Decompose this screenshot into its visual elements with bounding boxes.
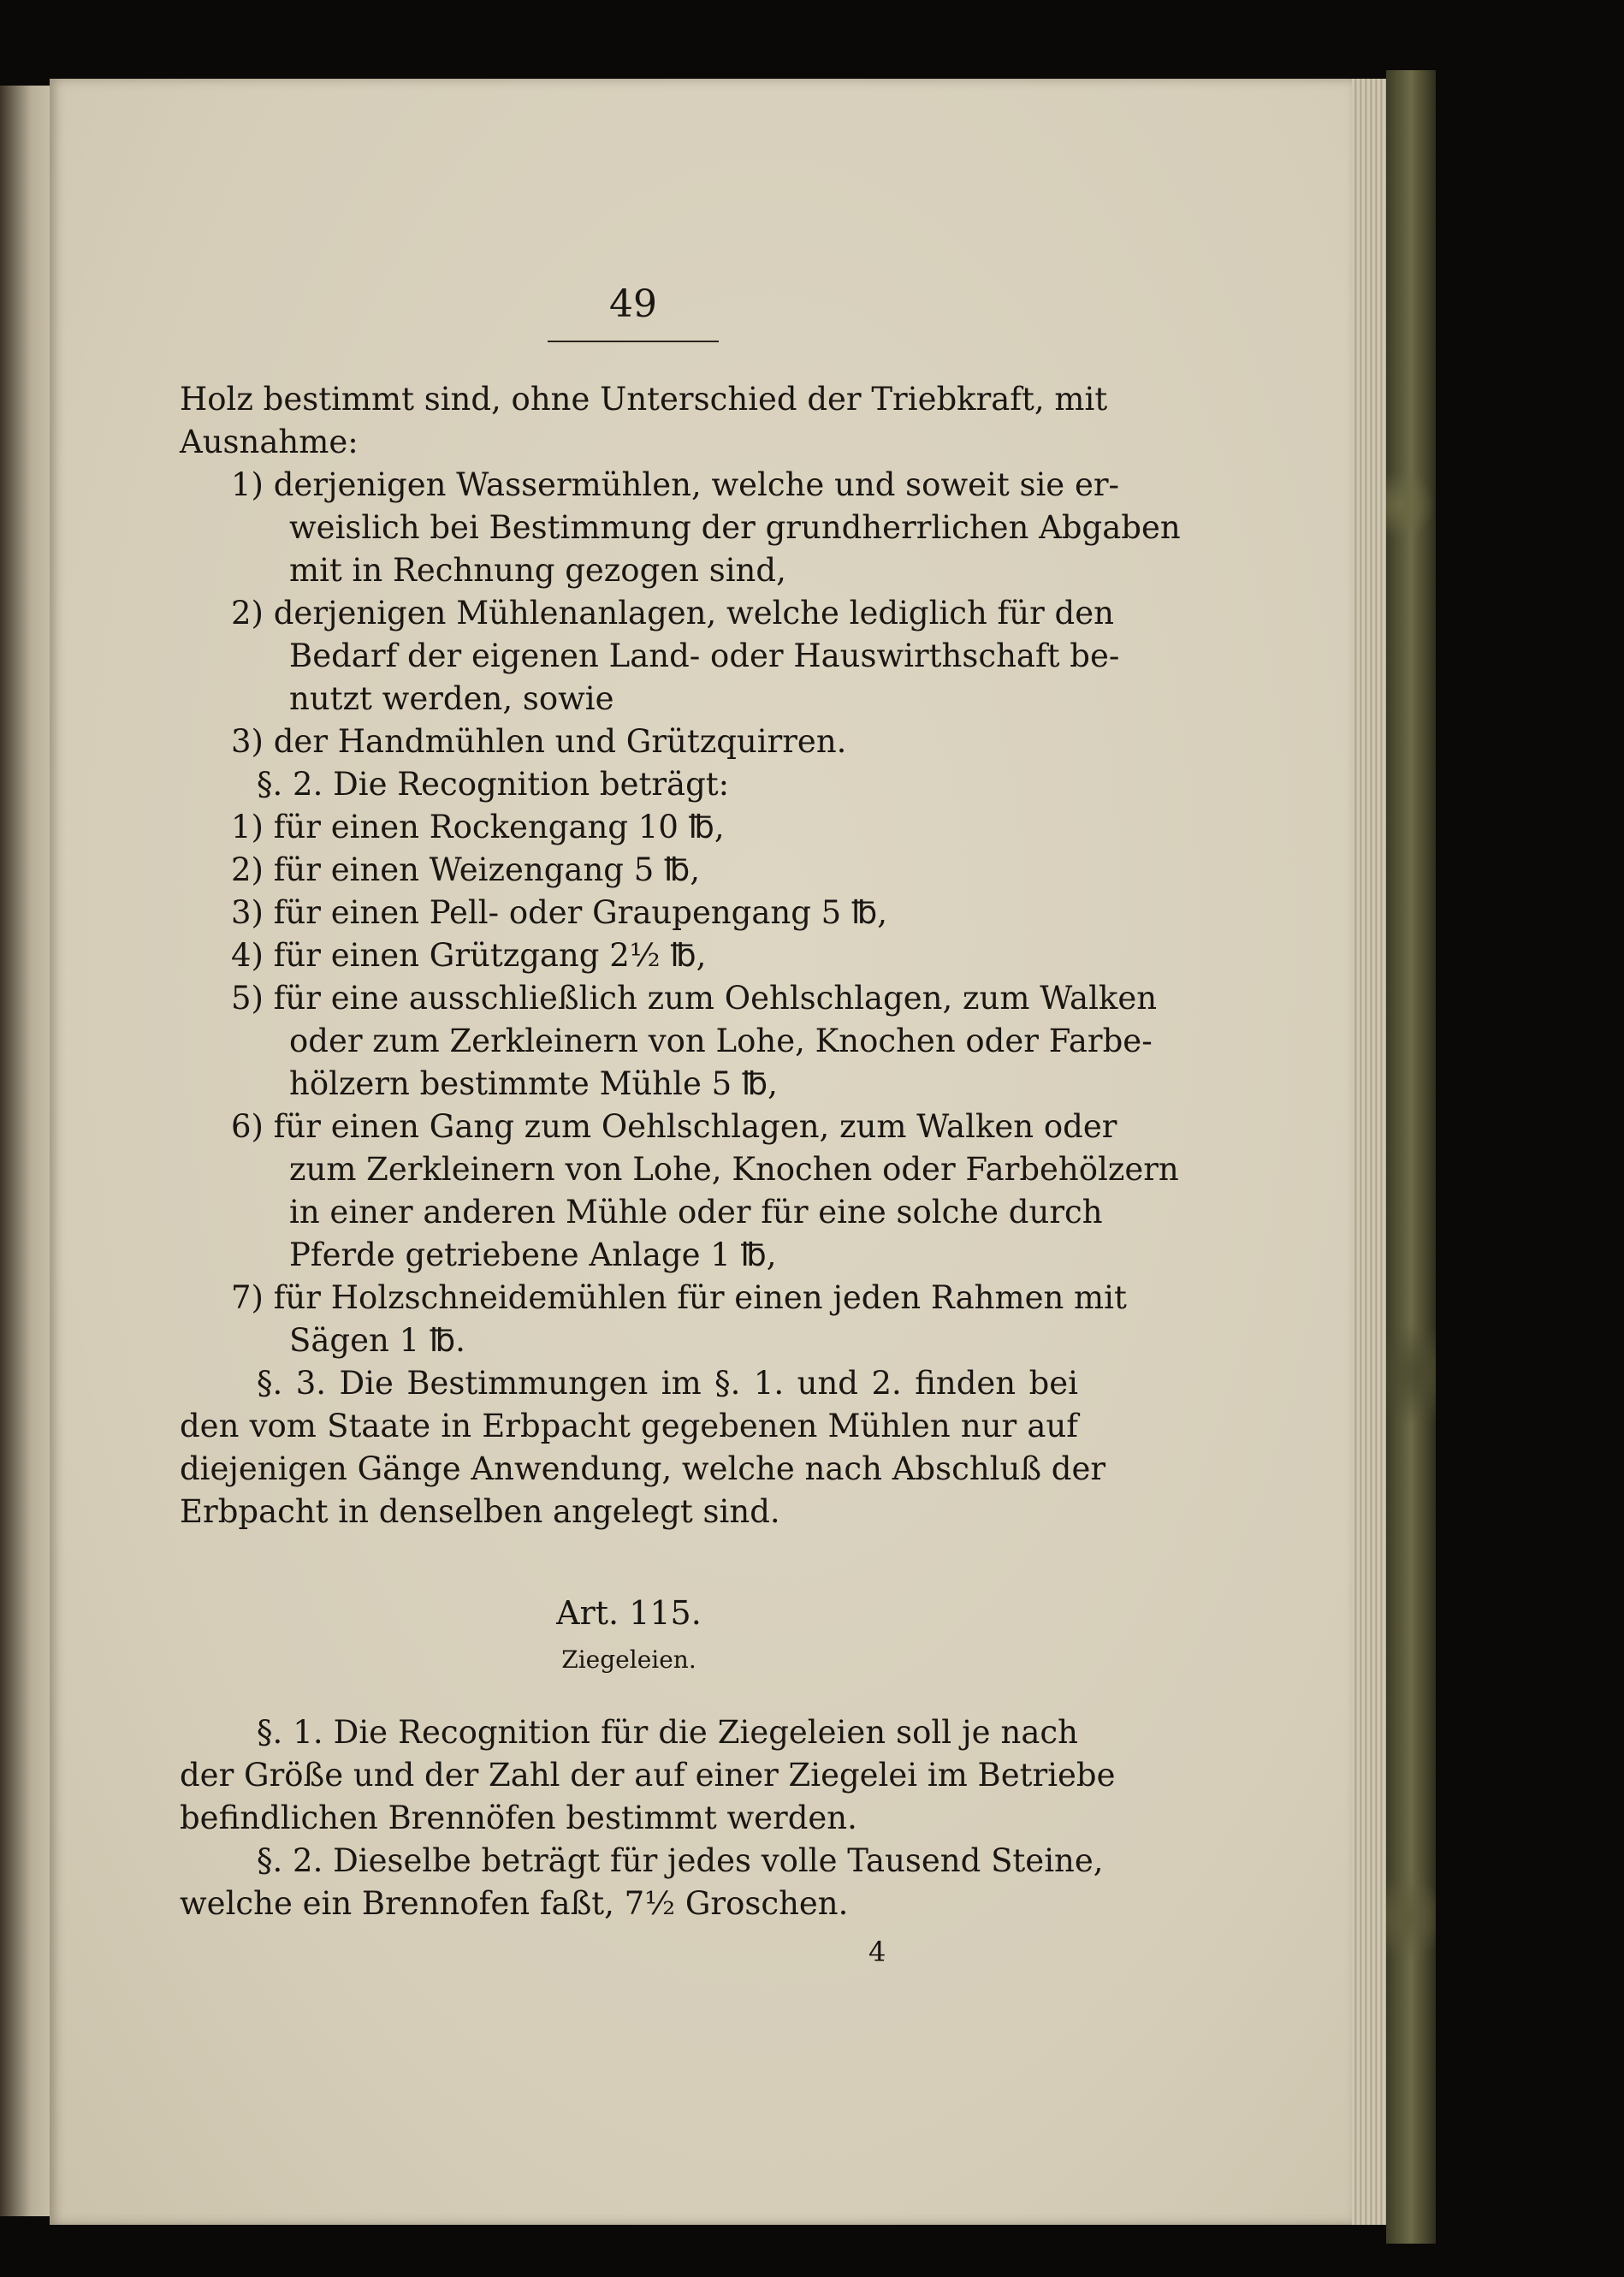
text-line: 6) für einen Gang zum Oehlschlagen, zum Walken oder (231, 1108, 1117, 1145)
text-line: 1) derjenigen Wassermühlen, welche und soweit sie er- (231, 466, 1120, 503)
text-line: den vom Staate in Erbpacht gegebenen Mühlen nur auf (180, 1408, 1078, 1444)
text-line: Bedarf der eigenen Land- oder Hauswirthschaft be- (289, 637, 1120, 674)
section-line: §. 1. Die Recognition für die Ziegeleien soll je nach (257, 1714, 1078, 1751)
text-line: weislich bei Bestimmung der grundherrlichen Abgaben (289, 509, 1181, 546)
text-line: diejenigen Gänge Anwendung, welche nach Abschluß der (180, 1450, 1106, 1487)
text-line: zum Zerkleinern von Lohe, Knochen oder Farbehölzern (289, 1151, 1179, 1188)
text-line: der Größe und der Zahl der auf einer Ziegelei im Betriebe (180, 1757, 1116, 1794)
text-line: Erbpacht in denselben angelegt sind. (180, 1493, 780, 1530)
text-line: Ausnahme: (180, 424, 359, 460)
section-line: §. 2. Die Recognition beträgt: (257, 766, 730, 803)
text-line: 2) derjenigen Mühlenanlagen, welche lediglich für den (231, 595, 1114, 632)
text-line: Pferde getriebene Anlage 1 ℔, (289, 1236, 777, 1273)
text-line: in einer anderen Mühle oder für eine solche durch (289, 1194, 1103, 1230)
text-line: mit in Rechnung gezogen sind, (289, 552, 786, 589)
article-heading: Art. 115. (556, 1594, 702, 1632)
text-line: 1) für einen Rockengang 10 ℔, (231, 809, 725, 845)
section-line: §. 3. Die Bestimmungen im §. 1. und 2. finden bei (257, 1365, 1078, 1402)
text-line: nutzt werden, sowie (289, 680, 614, 717)
text-line: 7) für Holzschneidemühlen für einen jeden Rahmen mit (231, 1279, 1127, 1316)
book-cover-edge (1386, 70, 1436, 2244)
text-line: Sägen 1 ℔. (289, 1322, 465, 1359)
page-number-rule (548, 341, 719, 342)
page-number: 49 (609, 282, 657, 326)
text-line: 5) für eine ausschließlich zum Oehlschlagen, zum Walken (231, 980, 1158, 1017)
text-line: 3) der Handmühlen und Grützquirren. (231, 723, 847, 760)
text-line: 2) für einen Weizengang 5 ℔, (231, 851, 701, 888)
article-subheading: Ziegeleien. (561, 1645, 696, 1674)
text-line: oder zum Zerkleinern von Lohe, Knochen oder Farbe- (289, 1023, 1153, 1059)
text-line: 4) für einen Grützgang 2½ ℔, (231, 937, 707, 974)
text-line: welche ein Brennofen faßt, 7½ Groschen. (180, 1885, 849, 1922)
section-line: §. 2. Dieselbe beträgt für jedes volle Tausend Steine, (257, 1842, 1104, 1879)
signature-mark: 4 (868, 1936, 886, 1968)
text-line: Holz bestimmt sind, ohne Unterschied der Triebkraft, mit (180, 381, 1108, 418)
text-line: 3) für einen Pell- oder Graupengang 5 ℔, (231, 894, 888, 931)
left-page-edge (0, 86, 51, 2216)
page-stack-edge (1352, 79, 1386, 2225)
text-line: befindlichen Brennöfen bestimmt werden. (180, 1800, 857, 1836)
text-line: hölzern bestimmte Mühle 5 ℔, (289, 1065, 778, 1102)
